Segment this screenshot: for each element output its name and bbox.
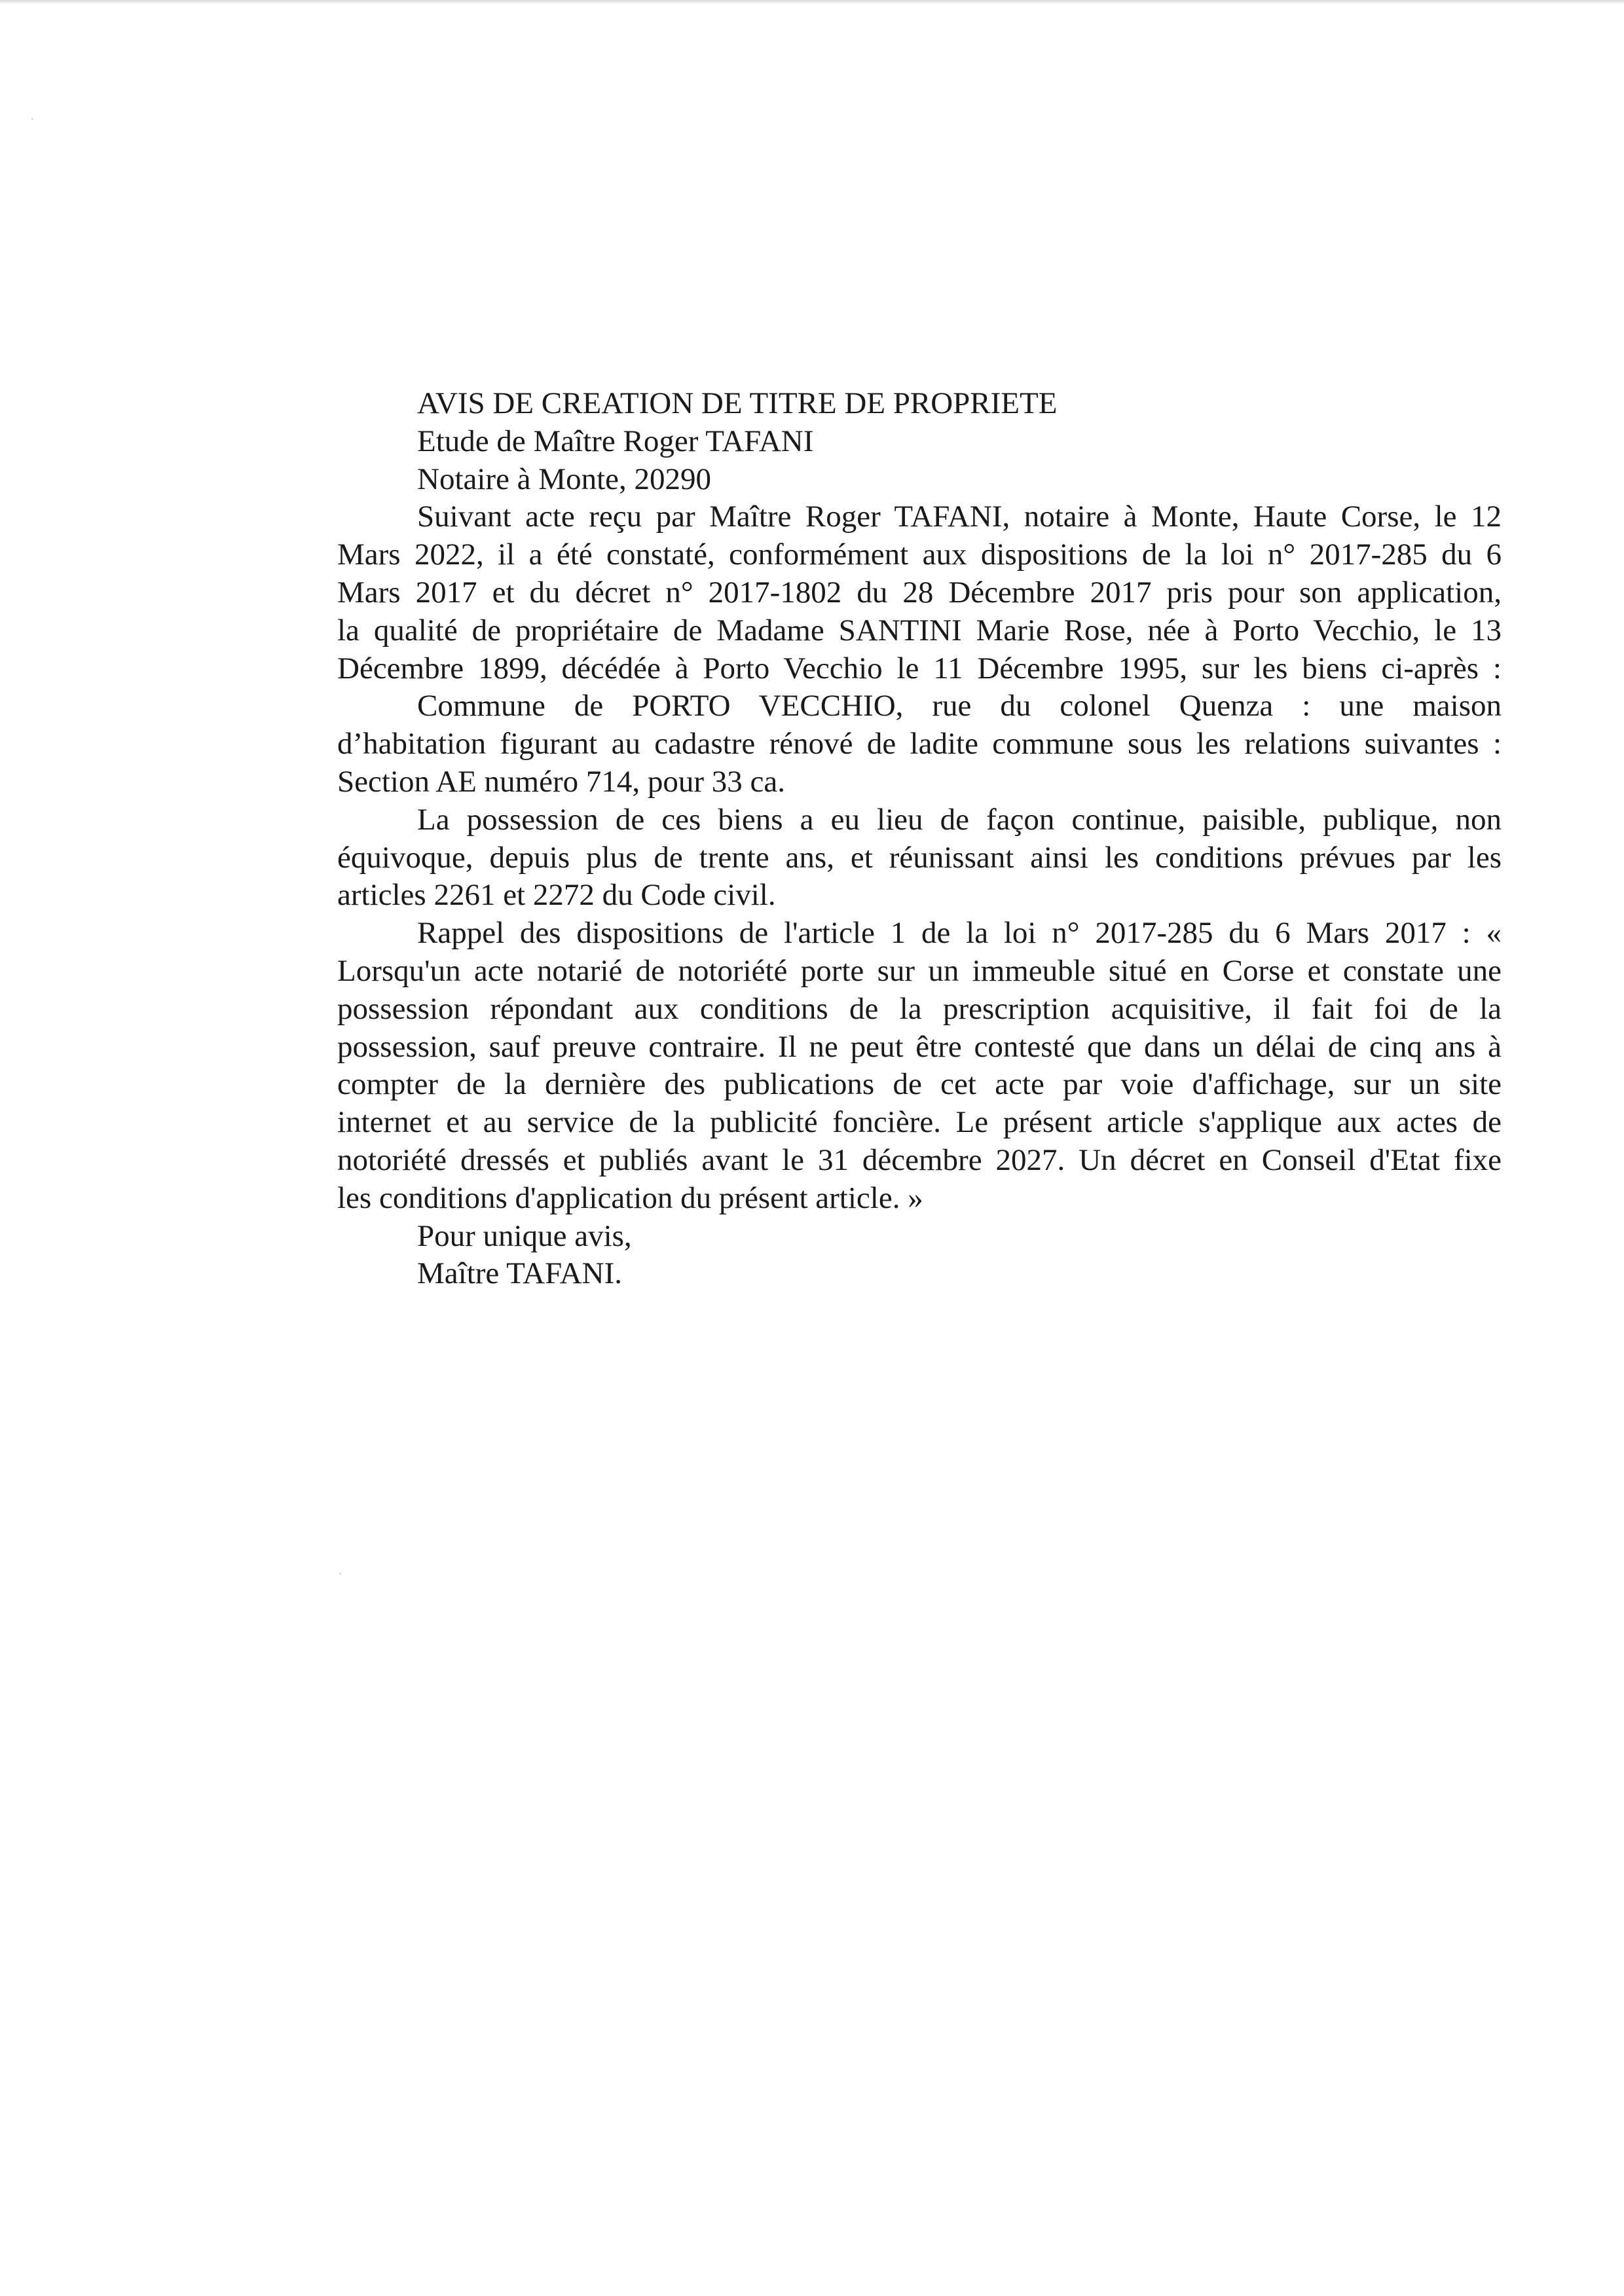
paragraph-4-line: internet et au service de la publicité foncière. Le présent article s'applique aux actes de: [337, 1105, 1502, 1140]
paragraph-4-line: Rappel des dispositions de l'article 1 de la loi n° 2017-285 du 6 Mars 2017 : «: [417, 916, 1502, 951]
paragraph-1-line: Mars 2022, il a été constaté, conformément aux dispositions de la loi n° 2017-285 du 6: [337, 538, 1502, 572]
signature-line: Maître TAFANI.: [417, 1256, 623, 1291]
paragraph-3-line: articles 2261 et 2272 du Code civil.: [337, 878, 776, 913]
paragraph-1-line: Mars 2017 et du décret n° 2017-1802 du 28 Décembre 2017 pris pour son application,: [337, 575, 1502, 610]
paragraph-4-line: les conditions d'application du présent article. »: [337, 1180, 923, 1215]
paragraph-2-line: d’habitation figurant au cadastre rénové de ladite commune sous les relations suivantes :: [337, 727, 1502, 761]
office-location: Notaire à Monte, 20290: [417, 462, 712, 496]
paragraph-1-line: la qualité de propriétaire de Madame SANTINI Marie Rose, née à Porto Vecchio, le 13: [337, 613, 1502, 647]
paragraph-3-line: La possession de ces biens a eu lieu de façon continue, paisible, publique, non: [417, 802, 1502, 837]
paragraph-4-line: possession, sauf preuve contraire. Il ne peut être contesté que dans un délai de cinq ans à: [337, 1029, 1502, 1064]
paragraph-1-line: Décembre 1899, décédée à Porto Vecchio le 11 Décembre 1995, sur les biens ci-après :: [337, 651, 1502, 685]
paragraph-3-line: équivoque, depuis plus de trente ans, et réunissant ainsi les conditions prévues par les: [337, 840, 1502, 875]
notice-body: [337, 385, 1502, 1293]
closing-line: Pour unique avis,: [417, 1218, 632, 1253]
scan-edge: [0, 0, 1624, 4]
notice-title: AVIS DE CREATION DE TITRE DE PROPRIETE: [417, 386, 1058, 420]
scan-speck: [339, 1573, 341, 1575]
office-name: Etude de Maître Roger TAFANI: [417, 424, 814, 458]
paragraph-4-line: compter de la dernière des publications de cet acte par voie d'affichage, sur un site: [337, 1067, 1502, 1102]
paragraph-2-line: Section AE numéro 714, pour 33 ca.: [337, 764, 785, 799]
paragraph-1-line: Suivant acte reçu par Maître Roger TAFANI, notaire à Monte, Haute Corse, le 12: [417, 500, 1502, 534]
paragraph-4-line: possession répondant aux conditions de la prescription acquisitive, il fait foi de la: [337, 991, 1502, 1026]
paragraph-4-line: Lorsqu'un acte notarié de notoriété porte sur un immeuble situé en Corse et constate une: [337, 953, 1502, 988]
paragraph-4-line: notoriété dressés et publiés avant le 31 décembre 2027. Un décret en Conseil d'Etat fixe: [337, 1142, 1502, 1177]
paragraph-2-line: Commune de PORTO VECCHIO, rue du colonel Quenza : une maison: [417, 689, 1502, 723]
scan-speck: [31, 118, 33, 120]
